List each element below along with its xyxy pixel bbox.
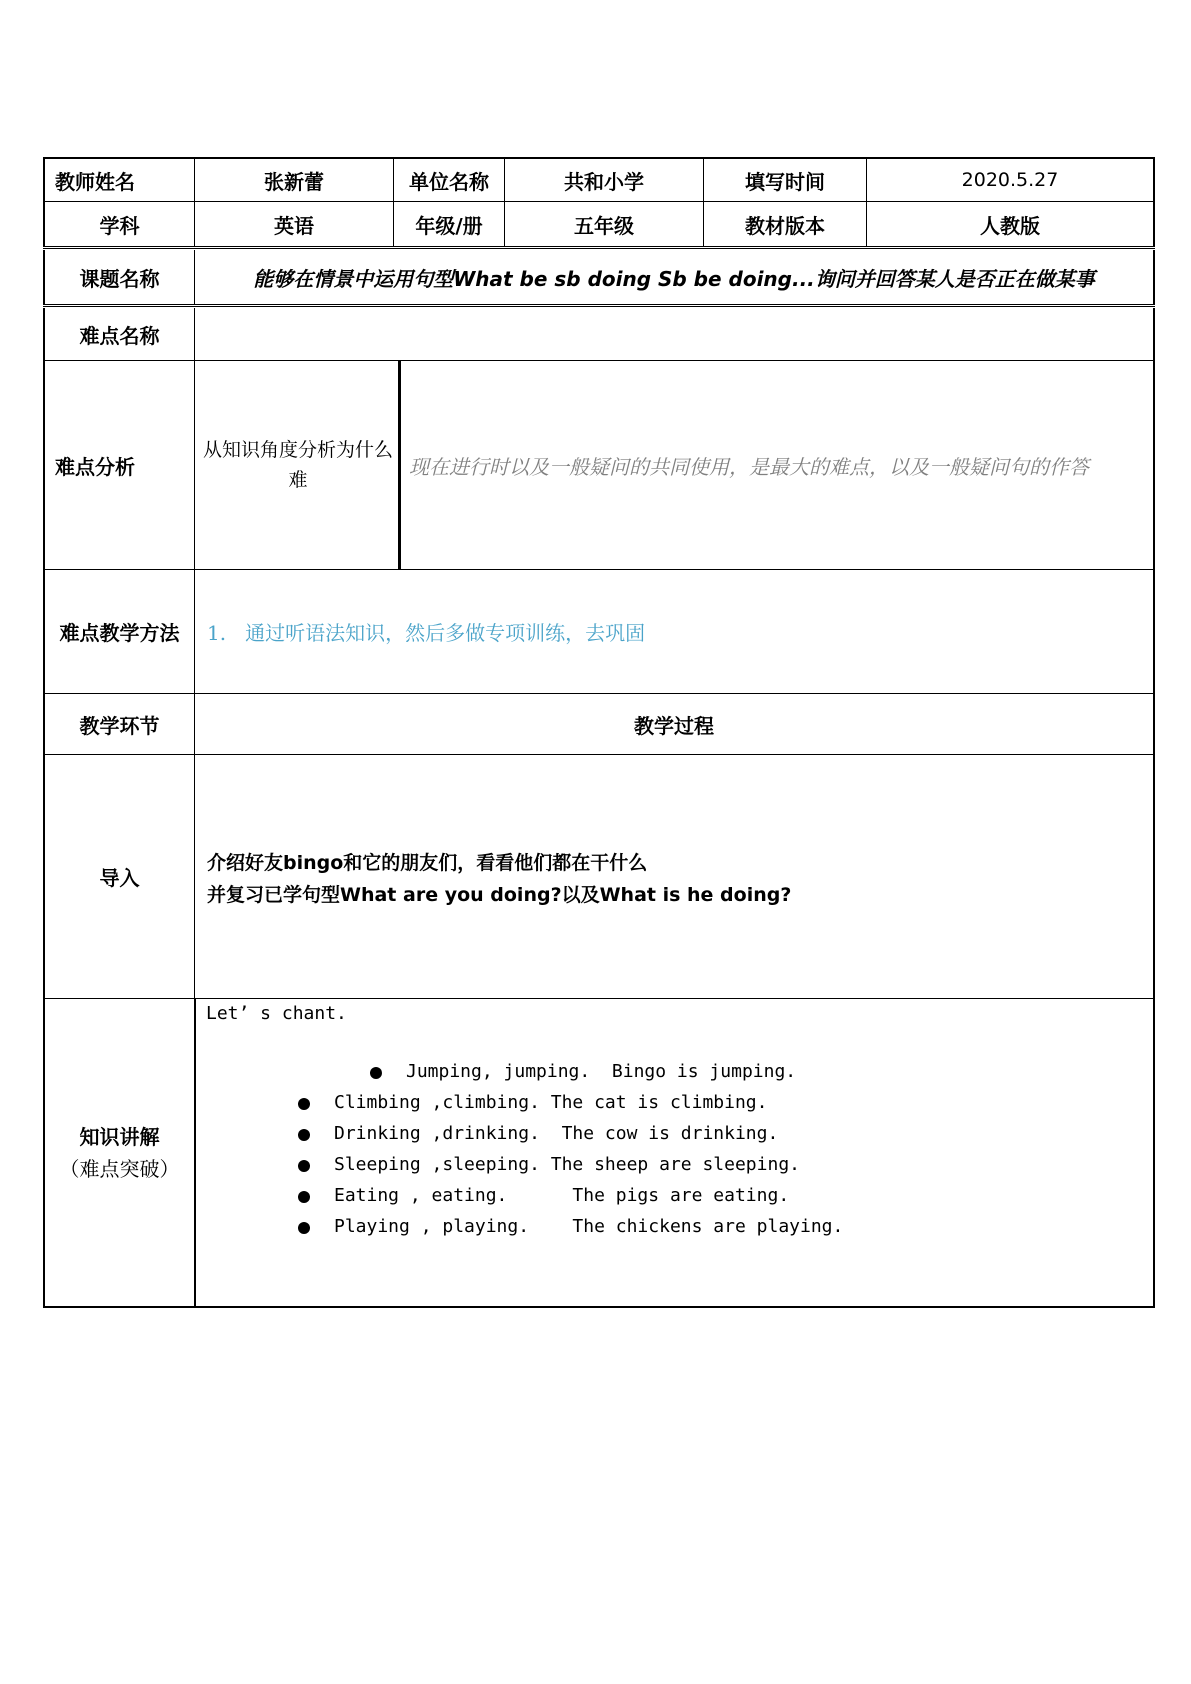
knowledge-row	[43, 999, 1155, 1306]
edition-label: 教材版本	[745, 213, 825, 238]
chant-line-6: Playing , playing. The chickens are playing.	[334, 1216, 844, 1237]
bullet-icon	[298, 1222, 310, 1234]
topic-value: 能够在情景中运用句型What be sb doing Sb be doing...询问并回答某人是否正在做某事	[253, 266, 1095, 291]
chant-line-1: Jumping, jumping. Bingo is jumping.	[406, 1061, 797, 1082]
teacher-value: 张新蕾	[264, 169, 324, 194]
stage-label: 教学环节	[79, 713, 160, 738]
process-header-row	[43, 694, 1155, 754]
difficulty-analysis-value: 现在进行时以及一般疑问的共同使用，是最大的难点，以及一般疑问句的作答	[409, 454, 1089, 479]
header-row-1	[43, 159, 1155, 201]
knowledge-label-line-1: 知识讲解	[79, 1124, 160, 1149]
process-label: 教学过程	[634, 713, 714, 738]
difficulty-name-value	[195, 308, 1153, 360]
difficulty-name-row	[43, 308, 1155, 360]
chant-line-5: Eating , eating. The pigs are eating.	[334, 1185, 790, 1206]
edition-value: 人教版	[980, 213, 1040, 238]
bullet-icon	[370, 1067, 382, 1079]
difficulty-analysis-row	[43, 361, 1155, 569]
knowledge-label-line-2: （难点突破）	[59, 1156, 180, 1181]
bullet-icon	[298, 1191, 310, 1203]
topic-row	[43, 250, 1155, 304]
grade-value: 五年级	[574, 213, 634, 238]
difficulty-name-label: 难点名称	[79, 323, 160, 348]
intro-line-2: 并复习已学句型What are you doing?以及What is he doing?	[207, 884, 792, 906]
subject-label: 学科	[99, 213, 140, 238]
intro-label: 导入	[99, 866, 140, 890]
subject-value: 英语	[274, 213, 314, 238]
difficulty-analysis-label: 难点分析	[55, 454, 135, 479]
teaching-method-row	[43, 570, 1155, 693]
difficulty-analysis-sub: 从知识角度分析为什么难	[203, 439, 394, 491]
date-label: 填写时间	[745, 169, 825, 194]
teaching-method-value: 1. 通过听语法知识，然后多做专项训练，去巩固	[207, 621, 646, 645]
chant-line-3: Drinking ,drinking. The cow is drinking.	[334, 1123, 779, 1144]
intro-line-1: 介绍好友bingo和它的朋友们，看看他们都在干什么	[207, 852, 648, 874]
bullet-icon	[298, 1160, 310, 1172]
chant-title: Let’ s chant.	[206, 1003, 347, 1024]
knowledge-label	[45, 999, 194, 1306]
bullet-icon	[298, 1129, 310, 1141]
date-value: 2020.5.27	[961, 169, 1059, 191]
intro-content	[207, 847, 1147, 911]
intro-row	[43, 755, 1155, 998]
grade-label: 年级/册	[415, 213, 483, 238]
topic-label: 课题名称	[79, 266, 160, 291]
chant-line-4: Sleeping ,sleeping. The sheep are sleeping.	[334, 1154, 800, 1175]
teacher-label: 教师姓名	[55, 169, 135, 194]
header-row-2	[43, 202, 1155, 246]
teaching-method-label: 难点教学方法	[59, 621, 180, 645]
chant-line-2: Climbing ,climbing. The cat is climbing.	[334, 1092, 768, 1113]
unit-label: 单位名称	[409, 169, 489, 194]
bullet-icon	[298, 1098, 310, 1110]
unit-value: 共和小学	[564, 169, 644, 194]
